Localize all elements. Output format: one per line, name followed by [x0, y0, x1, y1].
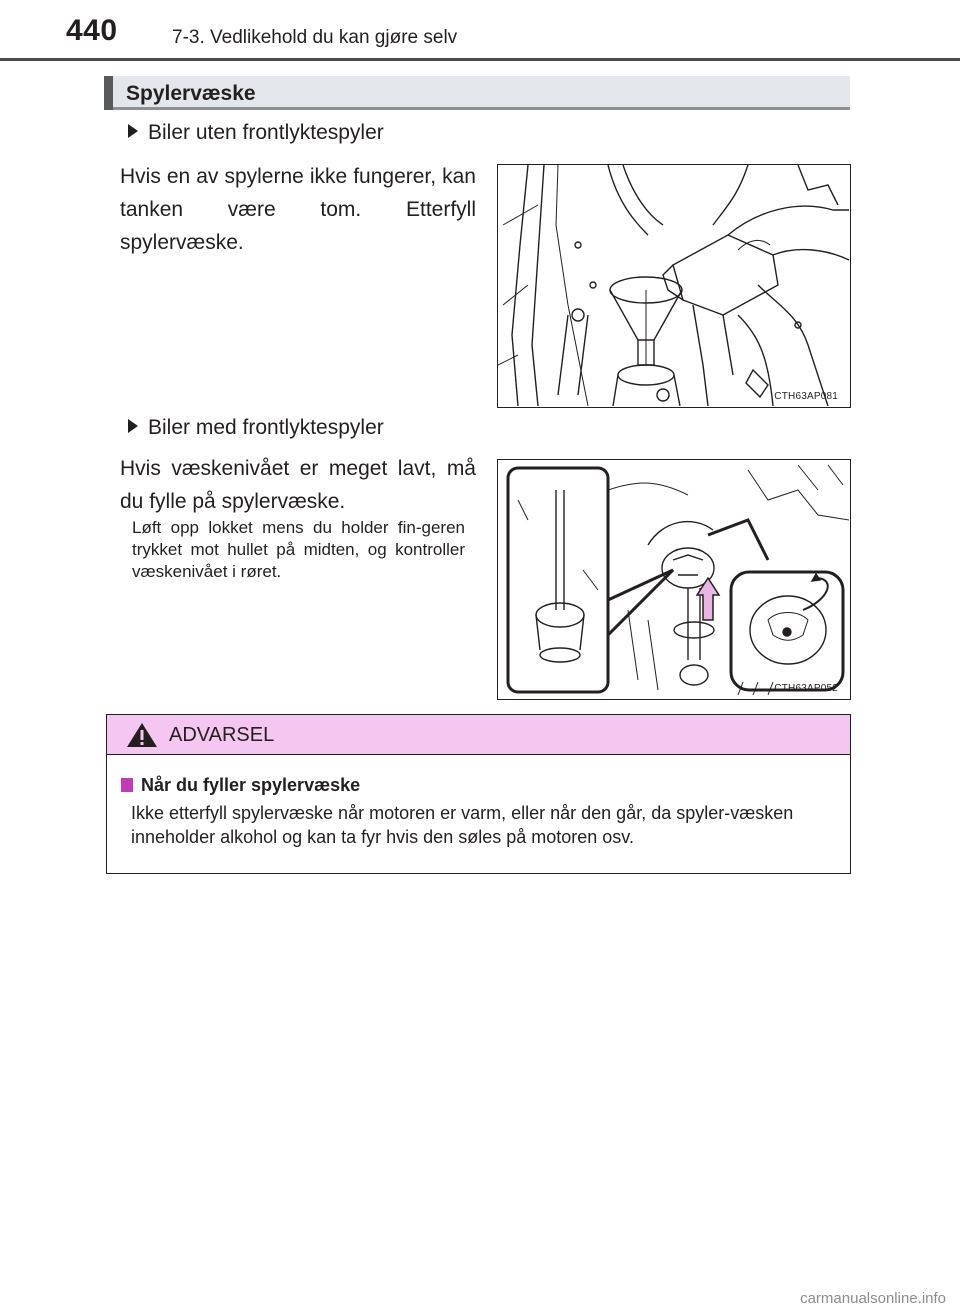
warning-label: ADVARSEL	[169, 724, 275, 746]
section-bar-accent	[104, 76, 113, 110]
sub-heading-without-headlight-washer	[128, 121, 384, 145]
chapter-title: 7-3. Vedlikehold du kan gjøre selv	[172, 27, 458, 48]
paragraph-empty-tank: Hvis en av spylerne ikke fungerer, kan tanken være tom. Etterfyll spylervæske.	[120, 165, 476, 254]
sub-heading-label: Biler med frontlyktespyler	[148, 416, 384, 439]
warning-triangle-icon	[125, 721, 159, 749]
sub-heading-label: Biler uten frontlyktespyler	[148, 121, 384, 144]
watermark: carmanualsonline.info	[800, 1290, 946, 1307]
warning-item-title	[121, 775, 360, 796]
figure-code-label: CTH63AP052	[774, 683, 838, 694]
sub-heading-with-headlight-washer	[128, 416, 384, 440]
section-title: Spylervæske	[126, 82, 256, 105]
note-check-level: Løft opp lokket mens du holder fin-geren trykket mot hullet på midten, og kontroller væskenivået i røret.	[132, 518, 465, 581]
figure-code-label: CTH63AP081	[774, 391, 838, 402]
page-number: 440	[66, 14, 118, 47]
square-bullet-icon	[121, 778, 133, 792]
warning-item-title-text: Når du fyller spylervæske	[141, 775, 361, 795]
figure-lift-cap	[497, 459, 851, 700]
warning-box	[106, 714, 851, 874]
header-rule	[0, 58, 960, 61]
paragraph-low-level: Hvis væskenivået er meget lavt, må du fylle på spylervæske.	[120, 457, 476, 513]
figure-refill-funnel	[497, 164, 851, 408]
warning-item-text: Ikke etterfyll spylervæske når motoren er varm, eller når den går, da spyler-væsken inneholder alkohol og kan ta fyr hvis den søles på motoren osv.	[131, 803, 794, 847]
triangle-bullet-icon	[128, 124, 138, 138]
warning-header	[107, 715, 850, 755]
section-title-bar	[104, 76, 850, 110]
triangle-bullet-icon	[128, 419, 138, 433]
